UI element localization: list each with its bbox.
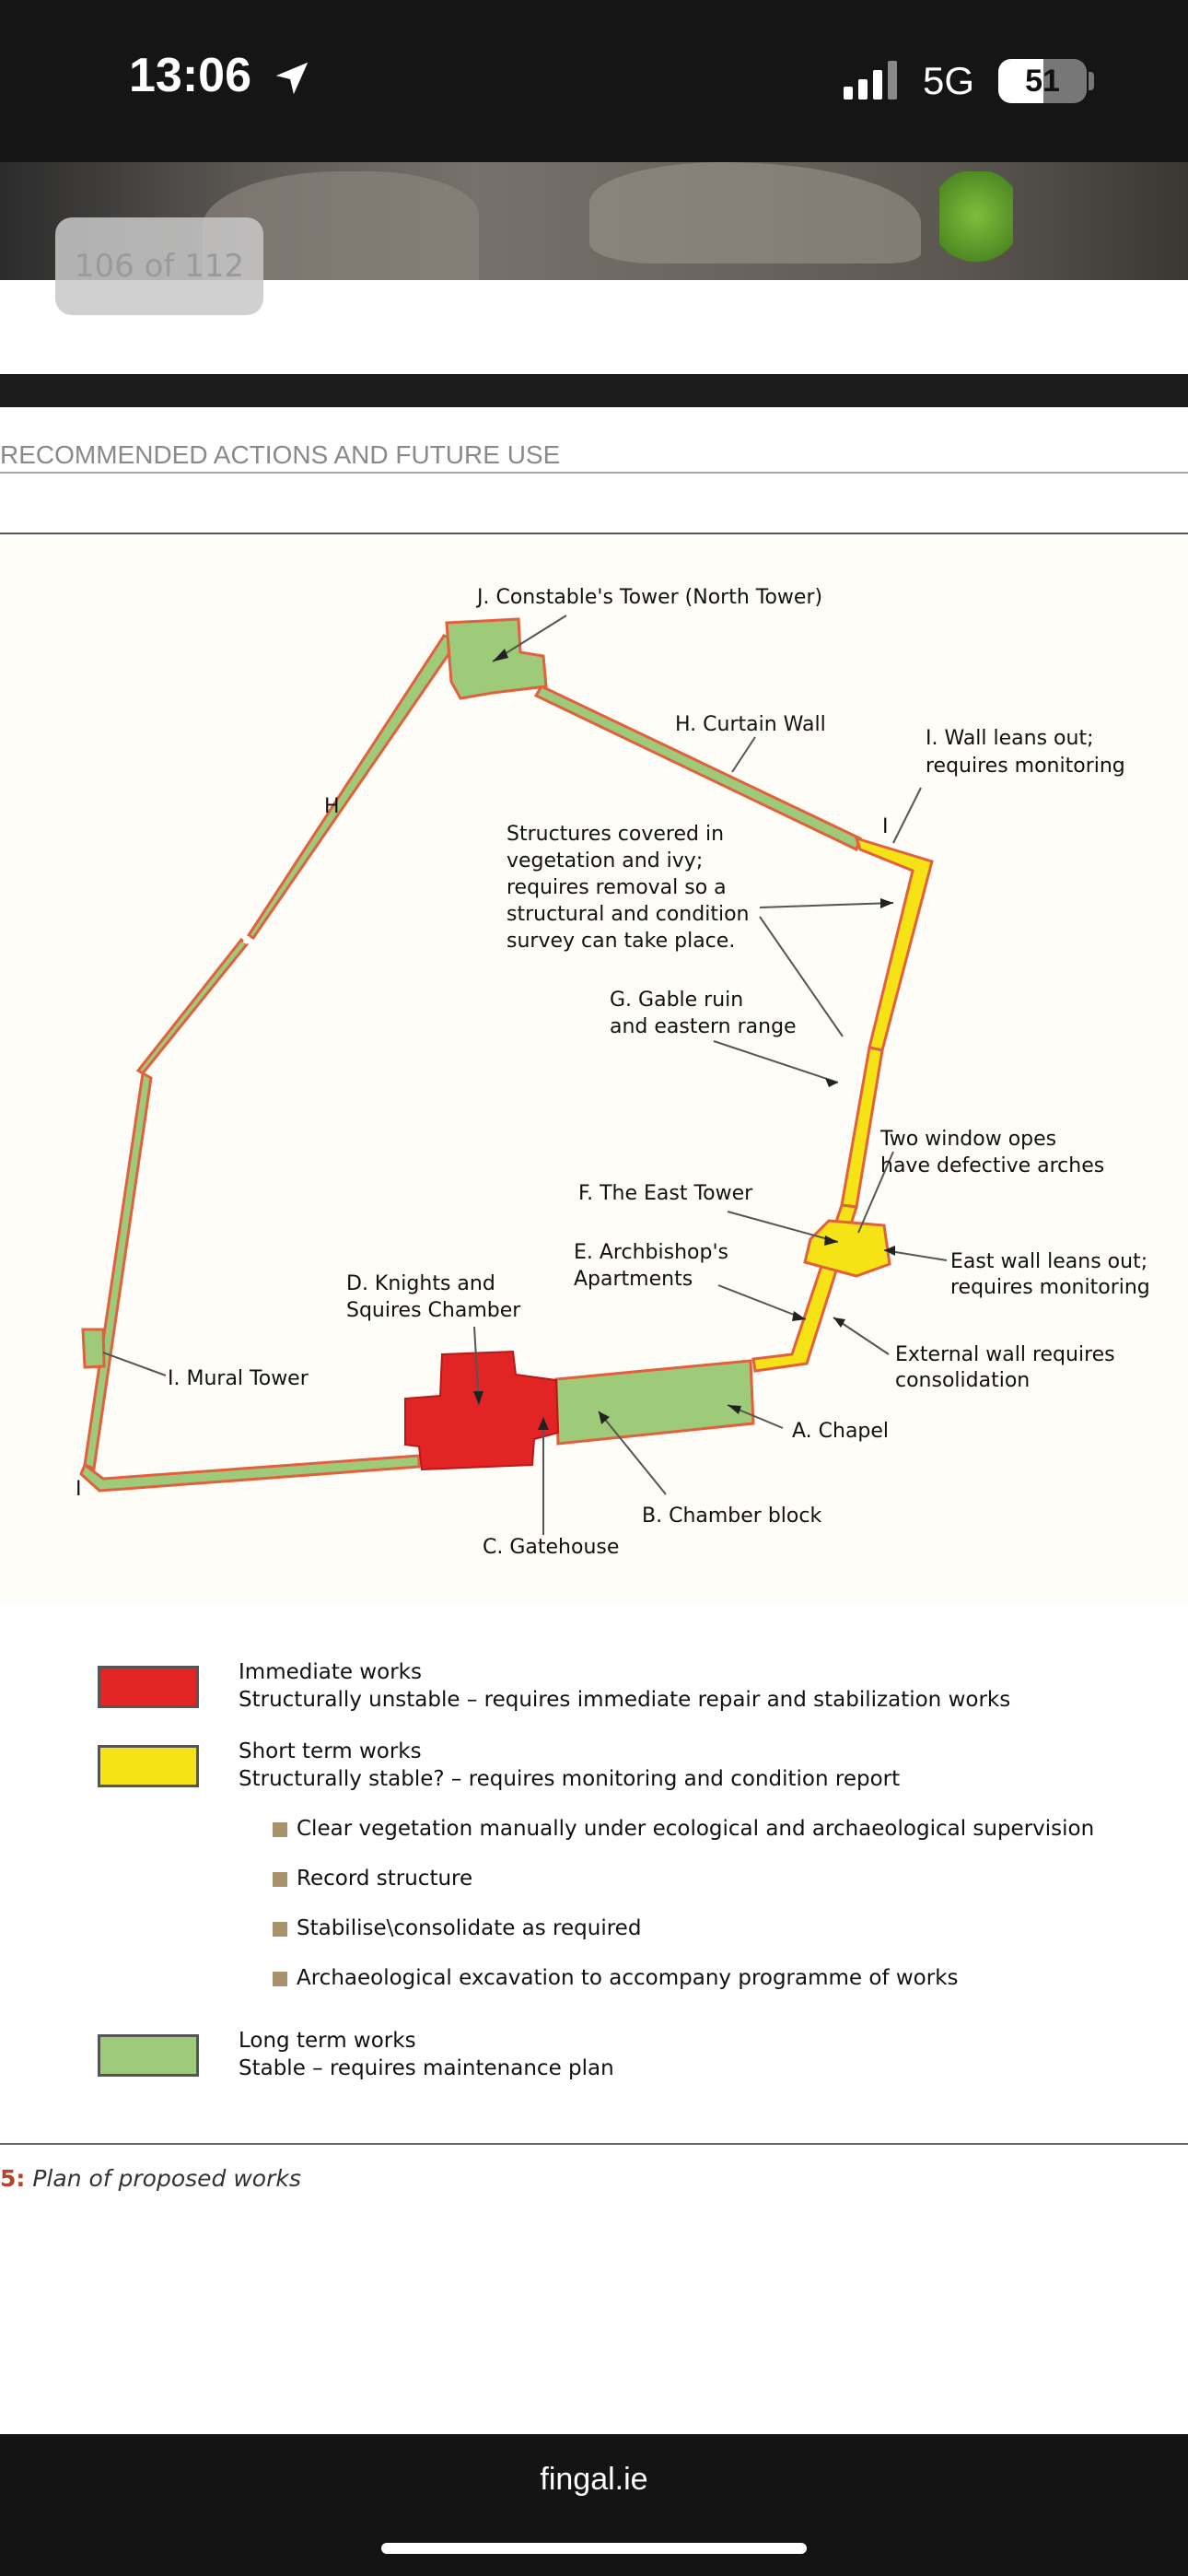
figure-caption [0, 2165, 301, 2192]
battery-level: 51 [1025, 64, 1060, 99]
label-gatehouse: C. Gatehouse [483, 1536, 620, 1559]
label-mural-tower: I. Mural Tower [168, 1367, 309, 1390]
label-constables-tower: J. Constable's Tower (North Tower) [477, 586, 823, 609]
legend-bullet-3: Stabilise\consolidate as required [297, 1916, 642, 1940]
plant-shape [939, 171, 1013, 280]
label-chapel: A. Chapel [792, 1420, 890, 1443]
label-gable-1: G. Gable ruin [610, 989, 744, 1012]
bullet-marker [273, 1922, 287, 1937]
castle-plan [0, 534, 1188, 1603]
network-type: 5G [923, 59, 975, 102]
legend-immediate-title: Immediate works [239, 1660, 422, 1684]
label-archbishop-2: Apartments [574, 1268, 693, 1291]
legend-bullet-1: Clear vegetation manually under ecological and archaeological supervision [297, 1817, 1095, 1841]
label-external-2: consolidation [895, 1369, 1031, 1392]
label-vegetation-1: Structures covered in [507, 823, 725, 846]
home-indicator[interactable] [381, 2543, 807, 2554]
bullet-marker [273, 1822, 287, 1837]
label-window-2: have defective arches [880, 1154, 1105, 1177]
status-bar [0, 0, 1188, 162]
legend-short-desc: Structurally stable? – requires monitoring and condition report [239, 1767, 901, 1791]
label-chamber-block: B. Chamber block [642, 1505, 822, 1528]
label-curtain-wall: H. Curtain Wall [675, 713, 826, 736]
bullet-marker [273, 1972, 287, 1986]
label-vegetation-4: structural and condition [507, 903, 750, 926]
label-vegetation-5: survey can take place. [507, 930, 736, 953]
legend-bullet-4: Archaeological excavation to accompany programme of works [297, 1966, 959, 1990]
legend-long-desc: Stable – requires maintenance plan [239, 2056, 614, 2080]
label-vegetation-3: requires removal so a [507, 876, 727, 899]
label-h-marker: H [324, 795, 340, 818]
figure-caption-text: Plan of proposed works [32, 2165, 301, 2192]
battery-cap [1089, 72, 1094, 90]
label-wall-leans-2: requires monitoring [926, 755, 1125, 778]
swatch-immediate [98, 1666, 199, 1708]
section-heading: RECOMMENDED ACTIONS AND FUTURE USE [0, 440, 561, 469]
heading-underline [0, 472, 1188, 474]
cellular-signal-icon [844, 61, 903, 100]
swatch-short-term [98, 1745, 199, 1787]
caption-divider [0, 2143, 1188, 2145]
page-number-badge[interactable]: 106 of 112 [55, 217, 263, 315]
label-archbishop-1: E. Archbishop's [574, 1241, 728, 1264]
battery-icon [998, 59, 1087, 103]
bullet-marker [273, 1872, 287, 1887]
swatch-long-term [98, 2034, 199, 2077]
rock-shape [589, 162, 921, 263]
label-vegetation-2: vegetation and ivy; [507, 849, 704, 872]
label-east-wall-2: requires monitoring [950, 1276, 1150, 1299]
browser-bottom-bar [0, 2434, 1188, 2576]
label-east-wall-1: East wall leans out; [950, 1250, 1148, 1273]
label-i-marker-top: I [882, 815, 889, 838]
location-arrow-icon [271, 57, 313, 100]
header-divider [0, 374, 1188, 407]
label-window-1: Two window opes [880, 1128, 1057, 1151]
legend-short-title: Short term works [239, 1739, 422, 1763]
legend-long-title: Long term works [239, 2029, 416, 2053]
label-knights-1: D. Knights and [346, 1272, 495, 1295]
label-i-marker-bottom: I [76, 1478, 82, 1501]
status-time: 13:06 [129, 49, 251, 102]
address-bar-url[interactable]: fingal.ie [540, 2462, 648, 2497]
legend-bullet-2: Record structure [297, 1867, 473, 1891]
label-east-tower: F. The East Tower [578, 1182, 753, 1205]
label-knights-2: Squires Chamber [346, 1299, 521, 1322]
figure-number: 5: [0, 2165, 26, 2192]
legend-immediate-desc: Structurally unstable – requires immediate repair and stabilization works [239, 1688, 1011, 1712]
label-wall-leans-1: I. Wall leans out; [926, 727, 1094, 750]
label-gable-2: and eastern range [610, 1015, 797, 1038]
label-external-1: External wall requires [895, 1343, 1115, 1366]
